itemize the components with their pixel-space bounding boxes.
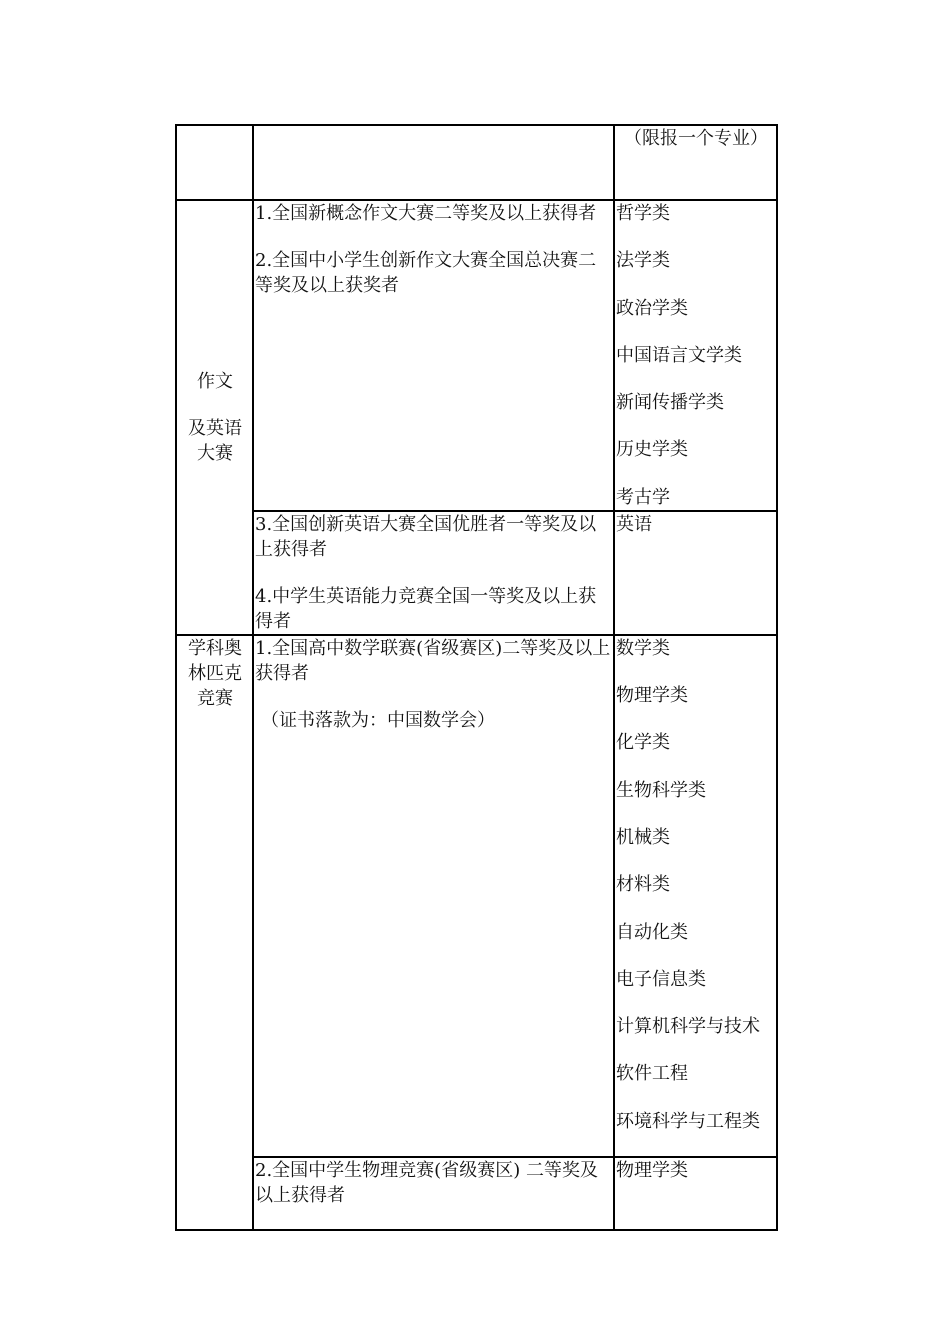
category-essay-english [176,200,253,635]
majors-limit-note: （限报一个专业） [624,128,768,149]
criteria-item: 2.全国中学生物理竞赛(省级赛区) 二等奖及以上获得者 [255,1160,598,1207]
criteria-essay-awards [253,200,614,511]
criteria-math-olympiad [253,635,614,1157]
category-line: 及英语 [188,417,242,439]
majors-physics-list [614,1157,777,1230]
category-line: 学科奥 [188,637,242,659]
criteria-item: 1.全国高中数学联赛(省级赛区)二等奖及以上获得者 [255,637,611,684]
category-line: 大赛 [197,442,233,464]
major-item: 化学类 [616,732,670,754]
major-item: 机械类 [616,826,670,848]
majors-olympiad-list [614,635,777,1157]
major-item: 哲学类 [616,203,670,224]
major-item: 英语 [616,513,652,535]
criteria-item: 3.全国创新英语大赛全国优胜者一等奖及以上获得者 [255,513,597,560]
majors-essay-list [614,200,777,511]
table-row [176,635,777,1157]
header-cell-majors-note [614,125,777,200]
major-item: 环境科学与工程类 [616,1110,760,1132]
criteria-english-awards [253,511,614,635]
major-item: 政治学类 [616,297,688,319]
header-cell-criteria [253,125,614,200]
criteria-physics-olympiad [253,1157,614,1230]
category-olympiad [176,635,253,1230]
major-item: 计算机科学与技术 [616,1016,760,1038]
major-item: 物理学类 [616,1160,688,1182]
major-item: 历史学类 [616,439,688,461]
major-item: 电子信息类 [616,968,706,990]
category-line: 竞赛 [197,687,233,709]
major-item: 考古学 [616,486,670,508]
major-item: 生物科学类 [616,779,706,801]
major-item: 中国语言文学类 [616,344,742,366]
criteria-item: 4.中学生英语能力竞赛全国一等奖及以上获得者 [255,585,597,632]
admission-criteria-table [175,124,778,1231]
majors-english-list [614,511,777,635]
major-item: 自动化类 [616,921,688,943]
certificate-note: （证书落款为：中国数学会） [261,709,495,731]
table-row [176,200,777,511]
major-item: 数学类 [616,637,670,659]
table-row [176,1157,777,1230]
category-line: 作文 [197,370,233,392]
category-line: 林匹克 [188,662,242,684]
criteria-item: 2.全国中小学生创新作文大赛全国总决赛二等奖及以上获奖者 [255,250,597,296]
major-item: 软件工程 [616,1063,688,1085]
major-item: 法学类 [616,250,670,272]
table-row [176,511,777,635]
header-cell-category [176,125,253,200]
major-item: 材料类 [616,874,670,896]
major-item: 新闻传播学类 [616,392,724,414]
table-header-row [176,125,777,200]
criteria-item: 1.全国新概念作文大赛二等奖及以上获得者 [255,203,597,224]
major-item: 物理学类 [616,685,688,707]
